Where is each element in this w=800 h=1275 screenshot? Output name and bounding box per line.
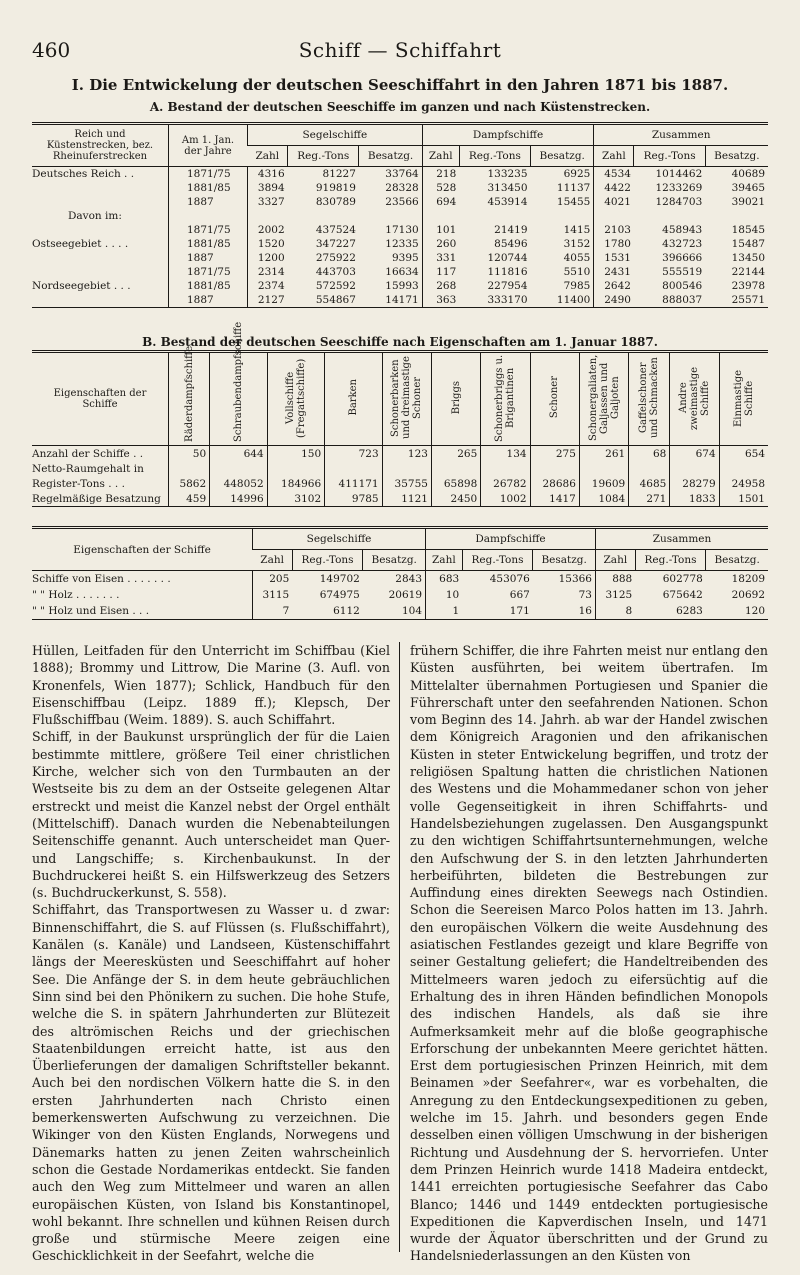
table-row [32,279,768,293]
section-title: I. Die Entwickelung der deutschen Seeschiffahrt in den Jahren 1871 bis 1887. [71,76,729,94]
table-c-group: Dampfschiffe [426,528,596,550]
table-cell: 9395 [391,252,419,264]
table-cell: 9785 [325,491,382,507]
table-a-empty [634,209,705,223]
table-a-empty [359,209,422,223]
table-cell: 123 [382,446,431,462]
table-cell: 150 [267,446,324,462]
table-a-empty [705,209,768,223]
table-row [32,265,768,279]
table-cell: 12335 [385,238,419,250]
row-label: Regelmäßige Besatzung [32,492,161,505]
table-cell: 15487 [731,238,765,250]
table-cell: 919819 [315,182,356,194]
table-b-column-label: Schonerbarken und dreimastige Schoner [390,356,424,439]
table-cell: 81227 [322,168,356,180]
table-cell: 171 [509,605,530,617]
table-cell: 888 [595,571,635,588]
row-label [32,251,169,265]
table-c-subhead: Besatzg. [363,550,426,571]
year-cell: 1881/85 [169,237,248,251]
table-row [32,167,768,182]
table-cell: 1200 [248,251,288,265]
table-a-empty [422,209,459,223]
table-cell: 800546 [662,280,703,292]
table-cell: 120 [744,605,765,617]
table-cell: 40689 [731,168,765,180]
table-b-column-label: Gaffelschoner und Schmacken [638,357,661,438]
row-label: Netto-Raumgehalt in [32,462,144,475]
table-cell: 5510 [563,266,591,278]
table-cell: 313450 [487,182,528,194]
table-cell: 134 [481,446,530,462]
table-b-column-header [267,352,324,446]
paragraph: Schiffahrt, das Transportwesen zu Wasser u. d zwar: Binnenschiffahrt, die S. auf Flüssen (s. Flußschiffahrt), Kanälen (s. Kanäle) und Landseen, Küstenschiffahrt längs der Meeresküsten und Seeschiffahrt auf hoher See. Die Anfänge der S. in dem heute gebräuchlichen Sinn sind bei den Phönikern zu suchen. Die hohe Stufe, welche die S. in spätern Jahrhunderten zur Blütezeit des altrömischen Reichs und der griechischen Staatenbildungen erreicht hatte, ist aus den Überlieferungen der damaligen Schriftsteller bekannt. Auch bei den nordischen Völkern hatte die S. in den ersten Jahrhunderten nach Christo einen bemerkenswerten Aufschwung zu verzeichnen. Die Wikinger von den Küsten Englands, Norwegens und Dänemarks hatten zu jenen Zeiten wahrscheinlich schon die Gestade Nordamerikas entdeckt. Sie fanden auch den Weg zum Mittelmeer und waren an allen europäischen Küsten, von Island bis Konstantinopel, wohl bekannt. Ihre schnellen und kühnen Reisen durch große und stürmische Meere zeigen eine Geschicklichkeit in der Seefahrt, welche die [32,902,390,1264]
table-c-group: Segelschiffe [253,528,426,550]
row-label [32,181,169,195]
table-a-subhead: Reg.-Tons [459,146,530,167]
table-b-column-label: Einmastige Schiffe [732,368,755,427]
table-cell [210,461,267,476]
table-cell: 331 [422,251,459,265]
table-cell: 4021 [594,195,634,209]
table-cell [169,461,210,476]
table-row [32,603,768,620]
table-c-head-left: Eigenschaften der Schiffe [32,528,253,571]
table-a-subhead: Besatzg. [531,146,594,167]
table-b-column-header [530,352,579,446]
table-cell: 11400 [556,294,591,306]
table-a-head-left: Reich und Küstenstrecken, bez. Rheinuferstrecken [32,124,169,167]
paragraph: Hüllen, Leitfaden für den Unterricht im Schiffbau (Kiel 1888); Brommy und Littrow, Die Marine (3. Aufl. von Kronenfels, Wien 1877); Schlick, Handbuch für den Eisenschiffbau (Leipz. 1889 ff.); Klepsch, Der Flußschiffbau (Weim. 1889). S. auch Schiffahrt. [32,643,390,728]
table-cell: 15993 [385,280,419,292]
table-b-column-header [325,352,382,446]
table-cell: 20619 [388,589,423,601]
table-a-empty [169,209,248,223]
table-cell: 39465 [731,182,765,194]
table-c-subhead: Zahl [253,550,293,571]
column-divider [399,642,400,1252]
table-cell: 23978 [731,280,765,292]
table-cell: 448052 [210,476,267,491]
paragraph: frühern Schiffer, die ihre Fahrten meist nur entlang den Küsten ausführten, bei weitem übertrafen. Im Mittelalter übernahmen Portugiesen und Spanier die Führerschaft unter den seefahrenden Nationen. Schon vom Beginn des 14. Jahrh. ab war der Handel zwischen dem Königreich Aragonien und den afrikanischen Küsten in steter Entwickelung begriffen, und trotz der religiösen Spaltung hatten die christlichen Nationen des Westens und die Mohammedaner schon von jeher volle Gegenseitigkeit in ihren Schiffahrts- und Handelsbeziehungen zugelassen. Den Ausgangspunkt zu den wichtigen Schiffahrtsunternehmungen, welche den Aufschwung der S. in den letzten Jahrhunderten herbeiführten, bildeten die Bestrebungen zur Auffindung eines direkten Seewegs nach Ostindien. Schon die Seereisen Marco Polos hatten im 13. Jahrh. den europäischen Völkern die weite Ausdehnung des asiatischen Festlandes gezeigt und klare Begriffe von seiner Gestaltung geliefert; die Handeltreibenden des Mittelmeers waren jedoch zu eifersüchtig auf die Erhaltung des in ihren Händen befindlichen Monopols des indischen Handels, als daß sie ihre Aufmerksamkeit mehr auf die bloße geographische Erforschung der unbekannten Meere gerichtet hätten. Erst dem portugiesischen Prinzen Heinrich, mit dem Beinamen »der Seefahrer«, war es vorbehalten, die Anregung zu den Entdeckungsexpeditionen zu geben, welche im 15. Jahrh. und besonders gegen Ende desselben einen völligen Umschwung in der bisherigen Richtung und Ausdehnung der S. hervorriefen. Unter dem Prinzen Heinrich wurde 1418 Madeira entdeckt, 1441 erreichten portugiesische Seefahrer das Cabo Blanco; 1446 und 1449 entdeckten portugiesische Expeditionen die Kapverdischen Inseln, und 1471 wurde der Äquator überschritten und der Grund zu Handelsniederlassungen an den Küsten von [410,643,768,1264]
row-label [32,293,169,308]
table-cell: 667 [509,589,530,601]
table-b-column-header [629,352,670,446]
table-cell: 1417 [530,491,579,507]
row-label: Deutsches Reich . . [32,168,135,180]
table-cell: 104 [401,605,423,617]
table-row [32,181,768,195]
table-b-column-label: Schonerbriggs u. Brigantinen [494,353,517,442]
table-cell: 14996 [210,491,267,507]
table-cell: 68 [629,446,670,462]
table-cell: 683 [426,571,463,588]
table-cell: 363 [422,293,459,308]
table-cell [481,461,530,476]
table-a-title: A. Bestand der deutschen Seeschiffe im ganzen und nach Küstenstrecken. [149,100,651,114]
table-cell: 265 [431,446,480,462]
table-cell: 1 [426,603,463,620]
year-cell: 1881/85 [169,279,248,293]
table-row [32,223,768,237]
table-b-head-left: Eigenschaften der Schiffe [32,352,169,446]
table-cell: 1833 [670,491,719,507]
row-label: Schiffe von Eisen . . . . . . . [32,573,171,585]
table-c-subhead: Zahl [595,550,635,571]
table-row [32,587,768,603]
table-cell: 432723 [662,238,703,250]
table-cell: 149702 [319,573,360,585]
table-row [32,491,768,507]
table-cell: 2450 [431,491,480,507]
table-a [32,122,768,308]
table-cell [431,461,480,476]
table-a-subhead: Zahl [248,146,288,167]
table-cell: 8 [595,603,635,620]
table-b-column-label: Räderdampfschiffe [183,345,195,442]
table-cell: 6112 [333,605,360,617]
table-cell: 347227 [315,238,356,250]
table-cell: 1415 [563,224,591,236]
table-cell: 50 [169,446,210,462]
table-cell: 2002 [248,223,288,237]
table-row [32,251,768,265]
row-label: Anzahl der Schiffe . . [32,447,144,460]
table-cell: 3152 [563,238,591,250]
table-a-group: Segelschiffe [248,124,423,146]
table-row [32,237,768,251]
table-cell: 453914 [487,196,528,208]
table-cell: 4685 [629,476,670,491]
table-cell: 7 [253,603,293,620]
table-cell: 1084 [579,491,628,507]
table-cell: 18209 [731,573,765,585]
table-cell: 1520 [248,237,288,251]
table-cell: 2431 [594,265,634,279]
table-c-subhead: Reg.-Tons [292,550,363,571]
row-label [32,195,169,209]
table-cell: 555519 [662,266,703,278]
table-c-subhead: Besatzg. [706,550,768,571]
table-cell: 2490 [594,293,634,308]
table-cell: 17130 [385,224,419,236]
table-cell: 4534 [594,167,634,182]
table-cell [325,461,382,476]
table-a-empty [288,209,359,223]
table-cell: 20692 [731,589,765,601]
table-cell: 101 [422,223,459,237]
table-cell: 1014462 [655,168,703,180]
table-cell: 437524 [315,224,356,236]
table-cell: 7985 [563,280,591,292]
table-cell: 261 [579,446,628,462]
table-a-subhead: Besatzg. [359,146,422,167]
table-cell [629,461,670,476]
table-cell: 28686 [530,476,579,491]
table-cell: 73 [578,589,592,601]
body-text [32,642,768,1264]
row-label: " " Holz und Eisen . . . [32,605,150,617]
table-c-subhead: Reg.-Tons [462,550,533,571]
table-row [32,461,768,476]
table-a-group: Dampfschiffe [422,124,594,146]
table-cell: 19609 [579,476,628,491]
table-cell: 694 [422,195,459,209]
row-label: Ostseegebiet . . . . [32,238,129,250]
table-b-column-label: Briggs [450,380,462,415]
row-label [32,265,169,279]
table-cell: 396666 [662,252,703,264]
table-cell: 16 [578,605,592,617]
table-a-empty [531,209,594,223]
table-cell: 275922 [315,252,356,264]
table-a-head-year: Am 1. Jan. der Jahre [169,124,248,167]
year-cell: 1871/75 [169,223,248,237]
table-cell: 26782 [481,476,530,491]
table-a-subhead: Zahl [422,146,459,167]
table-cell: 5862 [169,476,210,491]
table-c-subhead: Zahl [426,550,463,571]
table-b-column-label: Andre zweimastige Schiffe [678,365,712,430]
table-cell: 25571 [731,294,765,306]
table-a-subhead: Besatzg. [705,146,768,167]
table-cell: 1121 [382,491,431,507]
table-cell: 268 [422,279,459,293]
table-row [32,293,768,308]
page-header [32,38,768,68]
table-cell: 13450 [731,252,765,264]
table-a-empty [459,209,530,223]
year-cell: 1881/85 [169,181,248,195]
table-cell: 1531 [594,251,634,265]
text-column-right [410,642,768,1265]
table-a-group: Zusammen [594,124,768,146]
table-cell: 4055 [563,252,591,264]
text-column-left [32,642,390,1265]
table-a-subhead: Zahl [594,146,634,167]
table-cell: 111816 [487,266,528,278]
table-row [32,195,768,209]
table-cell: 674975 [319,589,360,601]
table-cell: 10 [426,587,463,603]
year-cell: 1887 [169,293,248,308]
table-cell [382,461,431,476]
table-cell: 333170 [487,294,528,306]
year-cell: 1887 [169,251,248,265]
table-cell: 33764 [385,168,419,180]
table-cell: 35755 [382,476,431,491]
table-cell: 218 [422,167,459,182]
table-cell: 602778 [662,573,703,585]
table-cell: 443703 [315,266,356,278]
table-cell: 4316 [248,167,288,182]
table-cell: 459 [169,491,210,507]
table-b-column-header [670,352,719,446]
year-cell: 1871/75 [169,167,248,182]
table-cell: 453076 [489,573,530,585]
table-cell: 16634 [385,266,419,278]
table-cell: 528 [422,181,459,195]
table-cell [670,461,719,476]
table-a-empty [594,209,634,223]
table-b-column-header [382,352,431,446]
table-cell: 3894 [248,181,288,195]
table-cell: 23566 [385,196,419,208]
table-cell: 2103 [594,223,634,237]
row-label: Nordseegebiet . . . [32,280,131,292]
table-b-title: B. Bestand der deutschen Seeschiffe nach Eigenschaften am 1. Januar 1887. [142,335,658,349]
table-cell [530,461,579,476]
table-b-column-header [579,352,628,446]
table-cell: 275 [530,446,579,462]
table-cell: 260 [422,237,459,251]
table-b-column-header [481,352,530,446]
table-a-intro-row [32,209,768,223]
year-cell: 1871/75 [169,265,248,279]
table-cell: 644 [210,446,267,462]
table-b-column-label: Schraubendampfschiffe [232,321,244,442]
paragraph: Schiff, in der Baukunst ursprünglich der für die Laien bestimmte mittlere, größere Teil einer christlichen Kirche, welcher sich von den Turmbauten an der Westseite bis zu dem an der Ostseite gelegenen Altar erstreckt und meist die Kanzel nebst der Orgel enthält (Mittelschiff). Danach wurden die Nebenabteilungen Seitenschiffe genannt. Auch unterscheidet man Quer- und Langschiffe; s. Kirchenbaukunst. In der Buchdruckerei heißt S. ein Hilfswerkzeug des Setzers (s. Buchdruckerkunst, S. 558). [32,729,390,901]
table-cell: 411171 [325,476,382,491]
table-cell: 2642 [594,279,634,293]
table-cell: 3327 [248,195,288,209]
table-cell: 1501 [719,491,768,507]
table-b-column-header [431,352,480,446]
table-cell: 1284703 [655,196,703,208]
table-cell [267,461,324,476]
table-a-empty [248,209,288,223]
table-cell: 271 [629,491,670,507]
table-a-subhead: Reg.-Tons [634,146,705,167]
table-cell: 4422 [594,181,634,195]
table-c-subhead: Reg.-Tons [635,550,706,571]
table-cell: 205 [253,571,293,588]
table-cell: 22144 [731,266,765,278]
table-cell: 2374 [248,279,288,293]
table-cell: 28279 [670,476,719,491]
table-cell: 18545 [731,224,765,236]
row-label: " " Holz . . . . . . . [32,589,120,601]
table-c-group: Zusammen [595,528,768,550]
table-cell: 11137 [556,182,591,194]
table-cell: 120744 [487,252,528,264]
year-cell: 1887 [169,195,248,209]
table-b-column-label: Barken [347,379,359,416]
table-cell: 85496 [494,238,528,250]
page-number: 460 [32,38,71,62]
table-c [32,526,768,620]
table-cell: 654 [719,446,768,462]
table-cell: 24958 [719,476,768,491]
table-cell: 723 [325,446,382,462]
table-cell: 39021 [731,196,765,208]
table-cell [719,461,768,476]
table-cell: 1002 [481,491,530,507]
table-cell: 6283 [676,605,703,617]
table-cell: 888037 [662,294,703,306]
table-cell: 184966 [267,476,324,491]
table-a-intro: Davon im: [68,210,122,222]
table-cell [579,461,628,476]
table-cell: 28328 [385,182,419,194]
table-cell: 674 [670,446,719,462]
table-cell: 133235 [487,168,528,180]
table-cell: 227954 [487,280,528,292]
table-a-subhead: Reg.-Tons [288,146,359,167]
table-cell: 15455 [556,196,591,208]
table-b-column-label: Vollschiffe (Fregattschiffe) [284,357,307,438]
table-cell: 6925 [563,168,591,180]
table-cell: 3125 [595,587,635,603]
running-title: Schiff — Schiffahrt [298,38,502,62]
table-cell: 1780 [594,237,634,251]
table-cell: 675642 [662,589,703,601]
table-cell: 3102 [267,491,324,507]
table-cell: 2843 [395,573,423,585]
table-cell: 14171 [385,294,419,306]
table-b-column-label: Schonergaliaten, Galjassen und Galjoten [587,354,621,441]
table-cell: 21419 [494,224,528,236]
table-b-column-label: Schoner [549,376,561,419]
row-label [32,223,169,237]
table-cell: 2127 [248,293,288,308]
table-c-subhead: Besatzg. [533,550,596,571]
table-b-column-header [169,345,210,446]
table-b-column-header [210,321,267,446]
table-cell: 117 [422,265,459,279]
table-row [32,476,768,491]
row-label: Register-Tons . . . [32,477,125,490]
table-cell: 830789 [315,196,356,208]
table-row [32,571,768,588]
table-cell: 65898 [431,476,480,491]
table-cell: 458943 [662,224,703,236]
table-cell: 572592 [315,280,356,292]
table-cell: 1233269 [655,182,703,194]
table-cell: 3115 [253,587,293,603]
table-cell: 554867 [315,294,356,306]
table-cell: 2314 [248,265,288,279]
table-cell: 15366 [558,573,592,585]
table-row [32,446,768,462]
table-b-column-header [719,352,768,446]
